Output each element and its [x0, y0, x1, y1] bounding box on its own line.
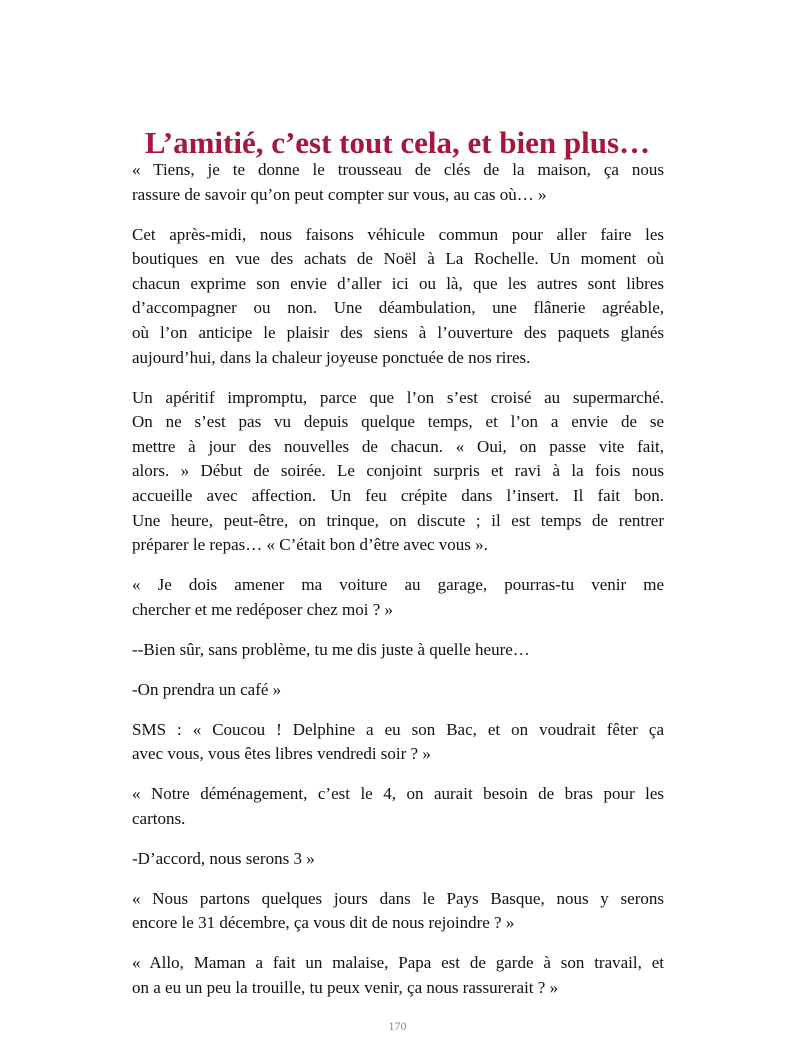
text-line: boutiques en vue des achats de Noël à La Rochelle. Un moment où: [132, 249, 664, 269]
text-line: encore le 31 décembre, ça vous dit de nous rejoindre ? »: [132, 913, 515, 933]
text-line: « Notre déménagement, c’est le 4, on aurait besoin de bras pour les: [132, 784, 664, 804]
text-line: Une heure, peut-être, on trinque, on discute ; il est temps de rentrer: [132, 510, 664, 530]
paragraph: [132, 158, 664, 207]
text-line: -On prendra un café »: [132, 679, 282, 699]
text-line: on a eu un peu la trouille, tu peux venir, ça nous rassurerait ? »: [132, 977, 559, 997]
text-line: alors. » Début de soirée. Le conjoint surpris et ravi à la fois nous: [132, 461, 664, 481]
text-line: où l’on anticipe le plaisir des siens à l’ouverture des paquets glanés: [132, 322, 664, 342]
paragraph: [132, 386, 664, 558]
text-line: avec vous, vous êtes libres vendredi soir ? »: [132, 744, 431, 764]
paragraph: [132, 638, 664, 663]
text-line: --Bien sûr, sans problème, tu me dis juste à quelle heure…: [132, 639, 530, 659]
text-line: « Je dois amener ma voiture au garage, pourras-tu venir me: [132, 575, 664, 595]
text-line: aujourd’hui, dans la chaleur joyeuse ponctuée de nos rires.: [132, 347, 531, 367]
paragraph: [132, 782, 664, 831]
text-line: chacun exprime son envie d’aller ici ou là, que les autres sont libres: [132, 273, 664, 293]
paragraph: [132, 573, 664, 622]
text-line: mettre à jour des nouvelles de chacun. « Oui, on passe vite fait,: [132, 436, 664, 456]
paragraph: [132, 887, 664, 936]
text-line: d’accompagner ou non. Une déambulation, une flânerie agréable,: [132, 298, 664, 318]
text-line: -D’accord, nous serons 3 »: [132, 848, 315, 868]
paragraph: [132, 951, 664, 1000]
text-line: « Allo, Maman a fait un malaise, Papa est de garde à son travail, et: [132, 953, 664, 973]
text-line: SMS : « Coucou ! Delphine a eu son Bac, et on voudrait fêter ça: [132, 719, 664, 739]
text-line: rassure de savoir qu’on peut compter sur vous, au cas où… »: [132, 184, 547, 204]
text-line: accueille avec affection. Un feu crépite dans l’insert. Il fait bon.: [132, 485, 664, 505]
text-line: préparer le repas… « C’était bon d’être avec vous ».: [132, 535, 488, 555]
text-line: chercher et me redéposer chez moi ? »: [132, 599, 393, 619]
text-line: On ne s’est pas vu depuis quelque temps, et l’on a envie de se: [132, 412, 664, 432]
body-text: [132, 158, 664, 1016]
paragraph: [132, 223, 664, 371]
page-title: L’amitié, c’est tout cela, et bien plus…: [144, 124, 651, 160]
text-line: Cet après-midi, nous faisons véhicule commun pour aller faire les: [132, 224, 664, 244]
text-line: « Nous partons quelques jours dans le Pays Basque, nous y serons: [132, 888, 664, 908]
paragraph: [132, 678, 664, 703]
page-number: 170: [388, 1019, 407, 1033]
text-line: « Tiens, je te donne le trousseau de clés de la maison, ça nous: [132, 160, 664, 179]
paragraph: [132, 718, 664, 767]
text-line: cartons.: [132, 808, 186, 828]
text-line: Un apéritif impromptu, parce que l’on s’est croisé au supermarché.: [132, 387, 664, 407]
paragraph: [132, 847, 664, 872]
